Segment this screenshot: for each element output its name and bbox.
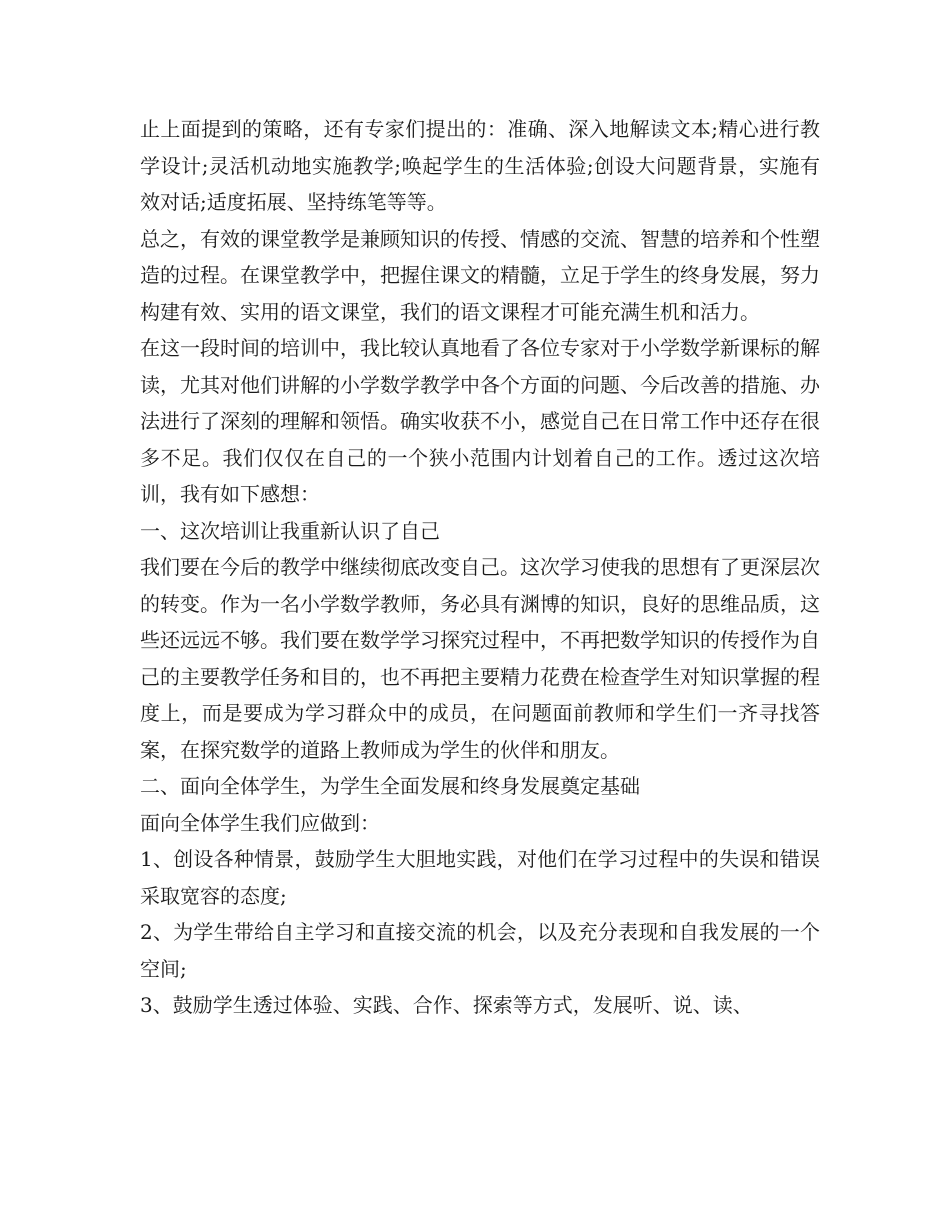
heading-section-2: 二、面向全体学生，为学生全面发展和终身发展奠定基础 — [140, 774, 640, 798]
list-item-1: 1、创设各种情景，鼓励学生大胆地实践，对他们在学习过程中的失误和错误采取宽容的态度; — [140, 847, 820, 908]
paragraph-intro-list: 面向全体学生我们应做到： — [140, 810, 380, 835]
list-item-3: 3、鼓励学生透过体验、实践、合作、探索等方式，发展听、说、读、 — [140, 993, 753, 1017]
paragraph-training: 在这一段时间的培训中，我比较认真地看了各位专家对于小学数学新课标的解读，尤其对他们讲解的小学数学教学中各个方面的问题、今后改善的措施、办法进行了深刻的理解和领悟。确实收获不小，感觉自己在日常工作中还存在很多不足。我们仅仅在自己的一个狭小范围内计划着自己的工作。透过这次培训，我有如下感想： — [140, 336, 820, 506]
document-body — [140, 111, 820, 1024]
paragraph-summary: 总之，有效的课堂教学是兼顾知识的传授、情感的交流、智慧的培养和个性塑造的过程。在课堂教学中，把握住课文的精髓，立足于学生的终身发展，努力构建有效、实用的语文课堂，我们的语文课程才可能充满生机和活力。 — [140, 226, 820, 324]
paragraph-strategies: 止上面提到的策略，还有专家们提出的：准确、深入地解读文本;精心进行教学设计;灵活机动地实施教学;唤起学生的生活体验;创设大问题背景，实施有效对话;适度拓展、坚持练笔等等。 — [140, 117, 820, 214]
list-item-2: 2、为学生带给自主学习和直接交流的机会，以及充分表现和自我发展的一个空间; — [140, 920, 820, 981]
paragraph-self-change: 我们要在今后的教学中继续彻底改变自己。这次学习使我的思想有了更深层次的转变。作为一名小学数学教师，务必具有渊博的知识，良好的思维品质，这些还远远不够。我们要在数学学习探究过程中，不再把数学知识的传授作为自己的主要教学任务和目的，也不再把主要精力花费在检查学生对知识掌握的程度上，而是要成为学习群众中的成员，在问题面前教师和学生们一齐寻找答案，在探究数学的道路上教师成为学生的伙伴和朋友。 — [140, 555, 820, 762]
heading-section-1: 一、这次培训让我重新认识了自己 — [140, 518, 440, 543]
